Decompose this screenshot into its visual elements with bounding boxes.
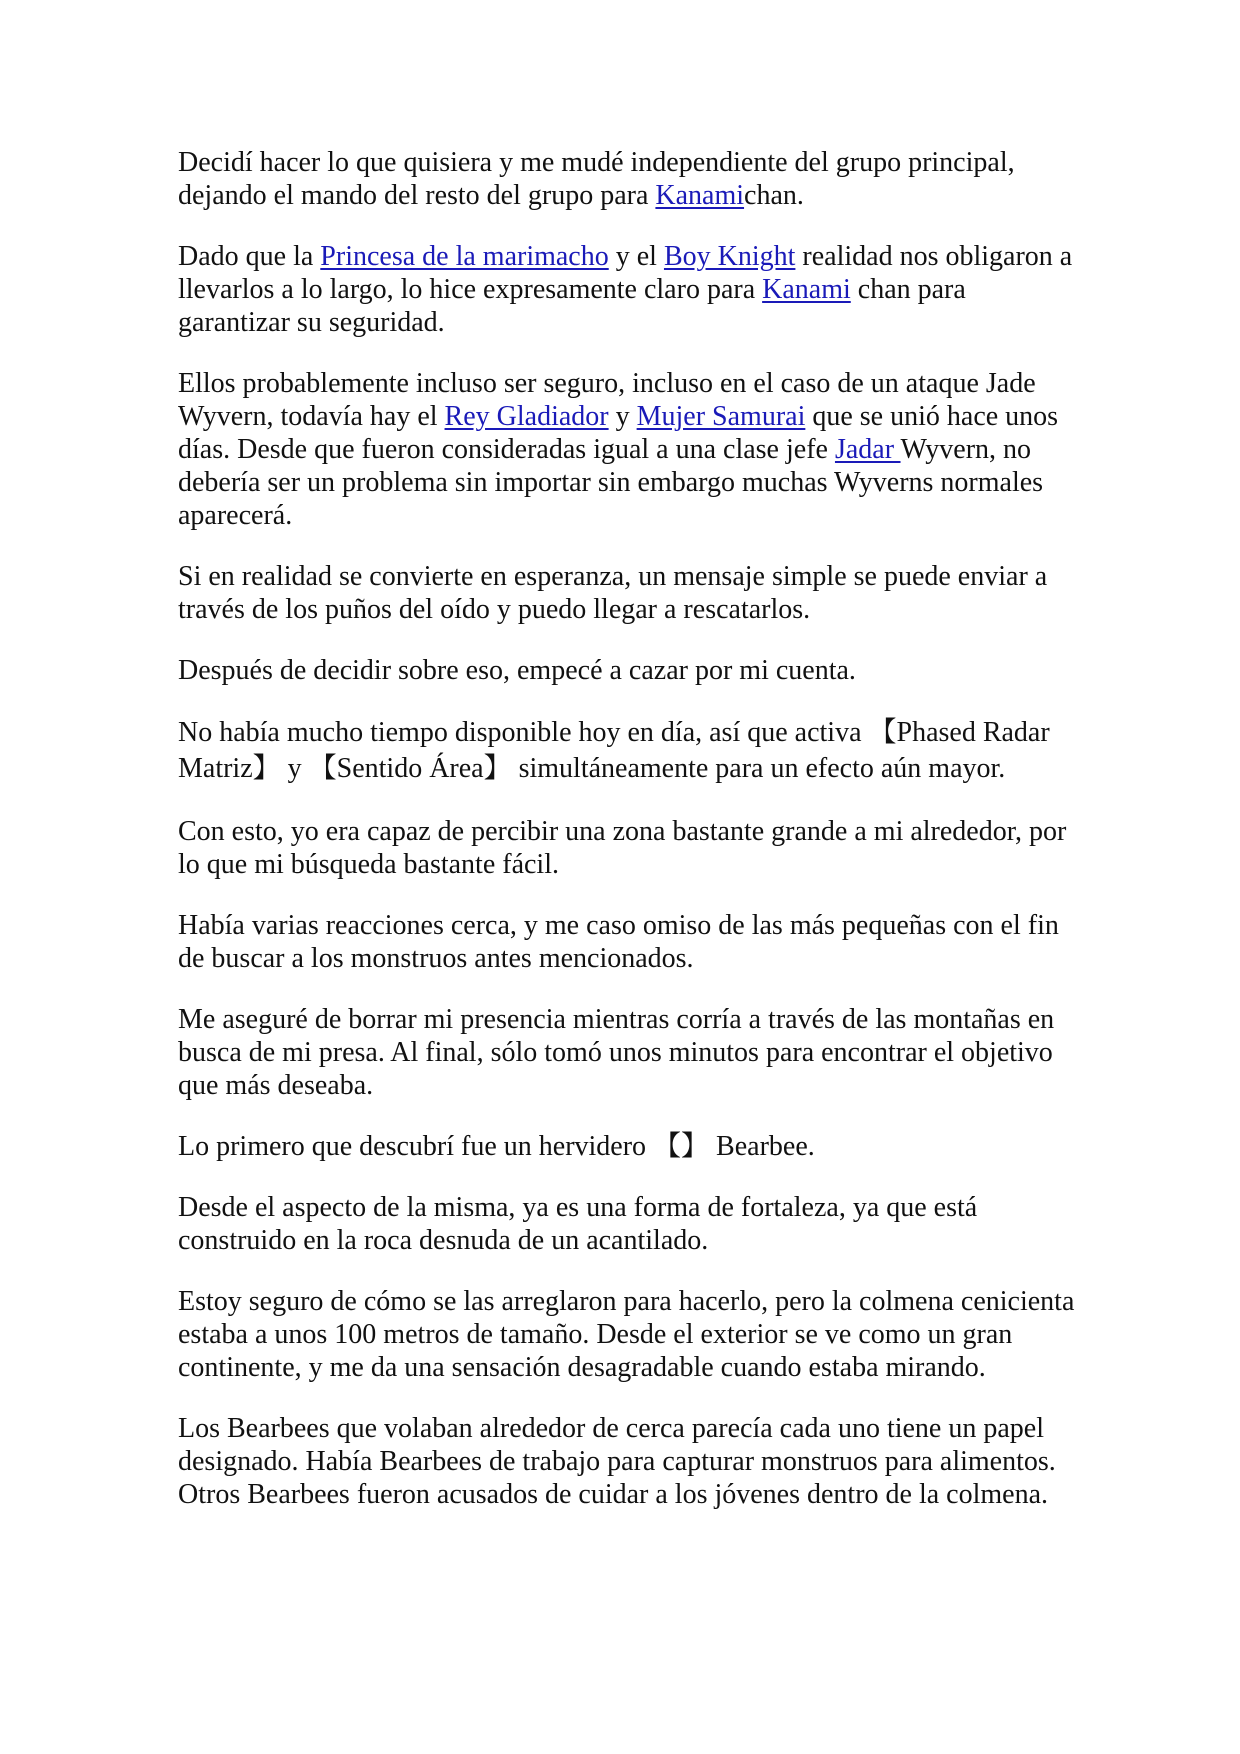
paragraph-1-text-a: Decidí hacer lo que quisiera y me mudé independiente del grupo principal, dejando el mando del resto del grupo para [178, 147, 1015, 211]
paragraph-1-text-b: chan. [744, 180, 804, 211]
paragraph-11: Desde el aspecto de la misma, ya es una forma de fortaleza, ya que está construido en la roca desnuda de un acantilado. [178, 1192, 978, 1256]
link-kanami-2[interactable]: Kanami [762, 274, 851, 305]
paragraph-2-text-c: realidad nos obligaron a llevarlos a lo largo, lo hice expresamente claro para [178, 241, 1073, 305]
paragraph-13: Los Bearbees que volaban alrededor de cerca parecía cada uno tiene un papel designado. Había Bearbees de trabajo para capturar monstruos para alimentos. Otros Bearbees fueron acusados de cuidar a los jóvenes dentro de la colmena. [178, 1413, 1056, 1510]
paragraph-7: Con esto, yo era capaz de percibir una zona bastante grande a mi alrededor, por lo que mi búsqueda bastante fácil. [178, 816, 1067, 880]
document-body [178, 146, 1080, 1539]
paragraph-2 [178, 240, 1080, 339]
paragraph-10: Lo primero que descubrí fue un hervidero 【】 Bearbee. [178, 1131, 815, 1162]
paragraph-3-text-a: Ellos probablemente incluso ser seguro, incluso en el caso de un ataque Jade Wyvern, todavía hay el [178, 368, 1036, 432]
paragraph-3-text-c: que se unió hace unos días. Desde que fueron consideradas igual a una clase jefe [178, 401, 1059, 465]
link-princesa-marimacho[interactable]: Princesa de la marimacho [320, 241, 609, 272]
paragraph-4: Si en realidad se convierte en esperanza, un mensaje simple se puede enviar a través de los puños del oído y puedo llegar a rescatarlos. [178, 561, 1048, 625]
paragraph-2-text-a: Dado que la [178, 241, 321, 272]
paragraph-2-text-b: y el [608, 241, 664, 272]
link-jadar[interactable]: Jadar [834, 434, 901, 465]
paragraph-1 [178, 146, 1080, 212]
paragraph-5: Después de decidir sobre eso, empecé a cazar por mi cuenta. [178, 655, 856, 686]
paragraph-2-text-d: chan para garantizar su seguridad. [178, 274, 966, 338]
link-boy-knight[interactable]: Boy Knight [663, 241, 796, 272]
paragraph-3-text-d: Wyvern, no debería ser un problema sin importar sin embargo muchas Wyverns normales aparecerá. [178, 434, 1044, 531]
link-rey-gladiador[interactable]: Rey Gladiador [444, 401, 609, 432]
paragraph-3-text-b: y [608, 401, 637, 432]
paragraph-8: Había varias reacciones cerca, y me caso omiso de las más pequeñas con el fin de buscar a los monstruos antes mencionados. [178, 910, 1059, 974]
paragraph-6: No había mucho tiempo disponible hoy en día, así que activa 【Phased Radar Matriz】 y 【Sentido Área】 simultáneamente para un efecto aún mayor. [178, 717, 1050, 784]
paragraph-9: Me aseguré de borrar mi presencia mientras corría a través de las montañas en busca de mi presa. Al final, sólo tomó unos minutos para encontrar el objetivo que más deseaba. [178, 1004, 1055, 1101]
link-mujer-samurai[interactable]: Mujer Samurai [636, 401, 806, 432]
link-kanami[interactable]: Kanami [655, 180, 745, 211]
paragraph-3 [178, 367, 1080, 532]
paragraph-12: Estoy seguro de cómo se las arreglaron para hacerlo, pero la colmena cenicienta estaba a unos 100 metros de tamaño. Desde el exterior se ve como un gran continente, y me da una sensación desagradable cuando estaba mirando. [178, 1286, 1075, 1383]
